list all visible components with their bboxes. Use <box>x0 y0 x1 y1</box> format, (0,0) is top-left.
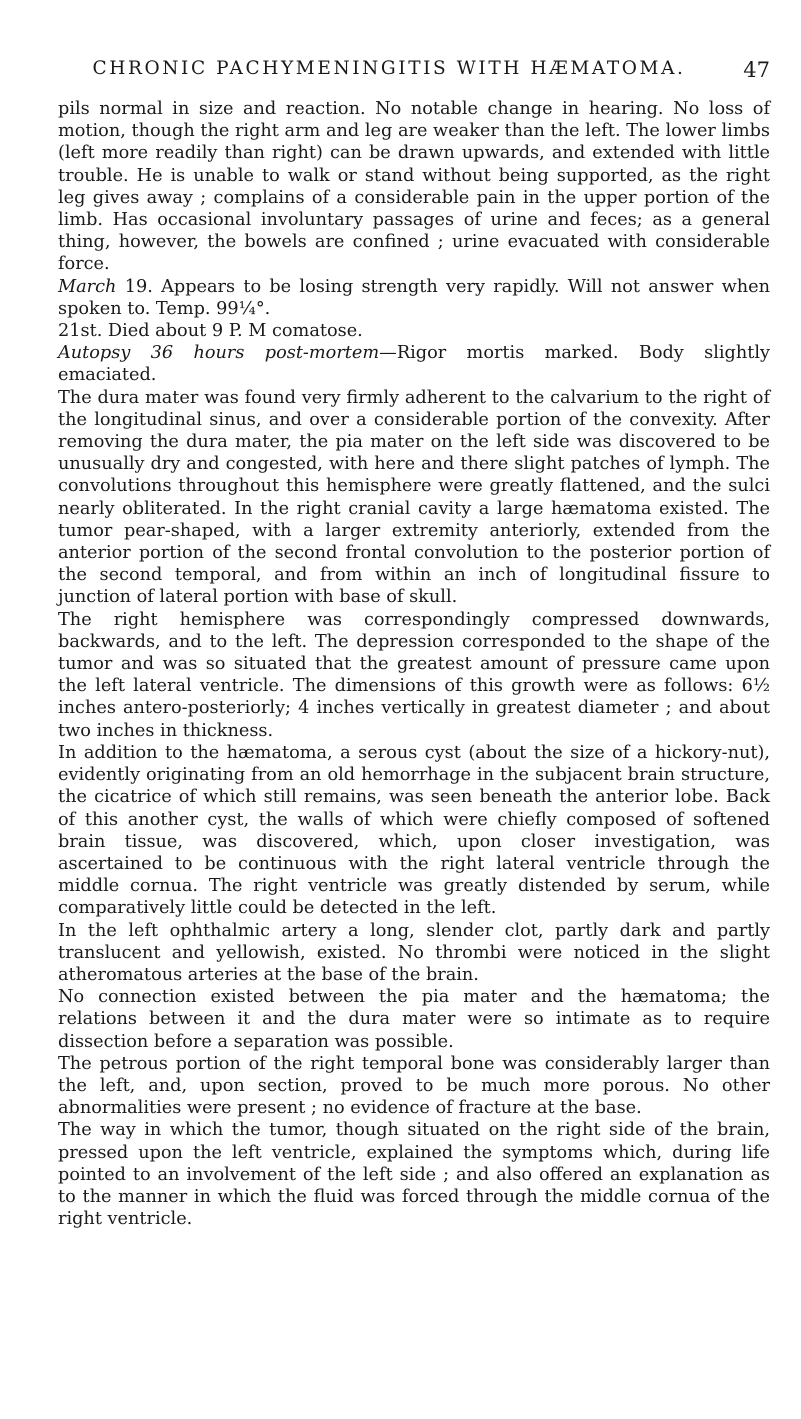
paragraph-dura-mater: The dura mater was found very firmly adherent to the calvarium to the right of the longitudinal sinus, and over a considerable portion of the convexity. After removing the dura mater, the pia mater on the left side was discovered to be unusually dry and congested, with here and there slight patches of lymph. The convolutions throughout this hemisphere were greatly flattened, and the sulci nearly obliterated. In the right cranial cavity a large hæmatoma existed. The tumor pear-shaped, with a larger extremity anteriorly, extended from the anterior portion of the second frontal convolution to the posterior portion of the second temporal, and from within an inch of longitudinal fissure to junction of lateral portion with base of skull. <box>58 387 770 608</box>
autopsy-label: Autopsy 36 hours post-mortem <box>58 343 380 364</box>
paragraph-symptoms: pils normal in size and reaction. No notable change in hearing. No loss of motion, though the right arm and leg are weaker than the left. The lower limbs (left more readily than right) can be drawn upwards, and extended with little trouble. He is unable to walk or stand without being supported, as the right leg gives away ; complains of a considerable pain in the upper portion of the limb. Has occasional involuntary passages of urine and feces; as a general thing, however, the bowels are confined ; urine evacuated with considerable force. <box>58 99 770 275</box>
paragraph-right-hemisphere: The right hemisphere was correspondingly compressed downwards, backwards, and to the left. The depression corresponded to the shape of the tumor and was so situated that the greatest amount of pressure came upon the left lateral ventricle. The dimensions of this growth were as follows: 6½ inches antero-posteriorly; 4 inches vertically in greatest diameter ; and about two inches in thickness. <box>58 609 770 741</box>
paragraph-21st: 21st. Died about 9 P. M comatose. <box>58 321 363 342</box>
page-number: 47 <box>743 58 770 82</box>
paragraph-pia-mater: No connection existed between the pia mater and the hæmatoma; the relations between it and the dura mater were so intimate as to require dissection before a separation was possible. <box>58 987 770 1052</box>
page-header <box>58 58 770 88</box>
paragraph-autopsy: Autopsy 36 hours post-mortem—Rigor mortis marked. Body slightly emaciated. <box>58 343 770 386</box>
date-label: March <box>58 276 117 297</box>
paragraph-petrous-bone: The petrous portion of the right temporal bone was considerably larger than the left, and, upon section, proved to be much more porous. No other abnormalities were present ; no evidence of fracture at the base. <box>58 1053 770 1119</box>
paragraph-ophthalmic-artery: In the left ophthalmic artery a long, slender clot, partly dark and partly translucent and yellowish, existed. No thrombi were noticed in the slight atheromatous arteries at the base of the brain. <box>58 920 770 985</box>
paragraph-march-19: March 19. Appears to be losing strength very rapidly. Will not answer when spoken to. Temp. 99¼°. <box>58 276 770 319</box>
running-head: CHRONIC PACHYMENINGITIS WITH HÆMATOMA. <box>92 58 686 79</box>
paragraph-conclusion: The way in which the tumor, though situated on the right side of the brain, pressed upon the left ventricle, explained the symptoms which, during life pointed to an involvement of the left side ; and also offered an explanation as to the manner in which the fluid was forced through the middle cornua of the right ventricle. <box>58 1120 770 1230</box>
body-text <box>58 98 770 1230</box>
paragraph-serous-cyst: In addition to the hæmatoma, a serous cyst (about the size of a hickory-nut), evidently originating from an old hemorrhage in the subjacent brain structure, the cicatrice of which still remains, was seen beneath the anterior lobe. Back of this another cyst, the walls of which were chiefly composed of softened brain tissue, was discovered, which, upon closer investigation, was ascertained to be continuous with the right lateral ventricle through the middle cornua. The right ventricle was greatly distended by serum, while comparatively little could be detected in the left. <box>58 742 770 919</box>
